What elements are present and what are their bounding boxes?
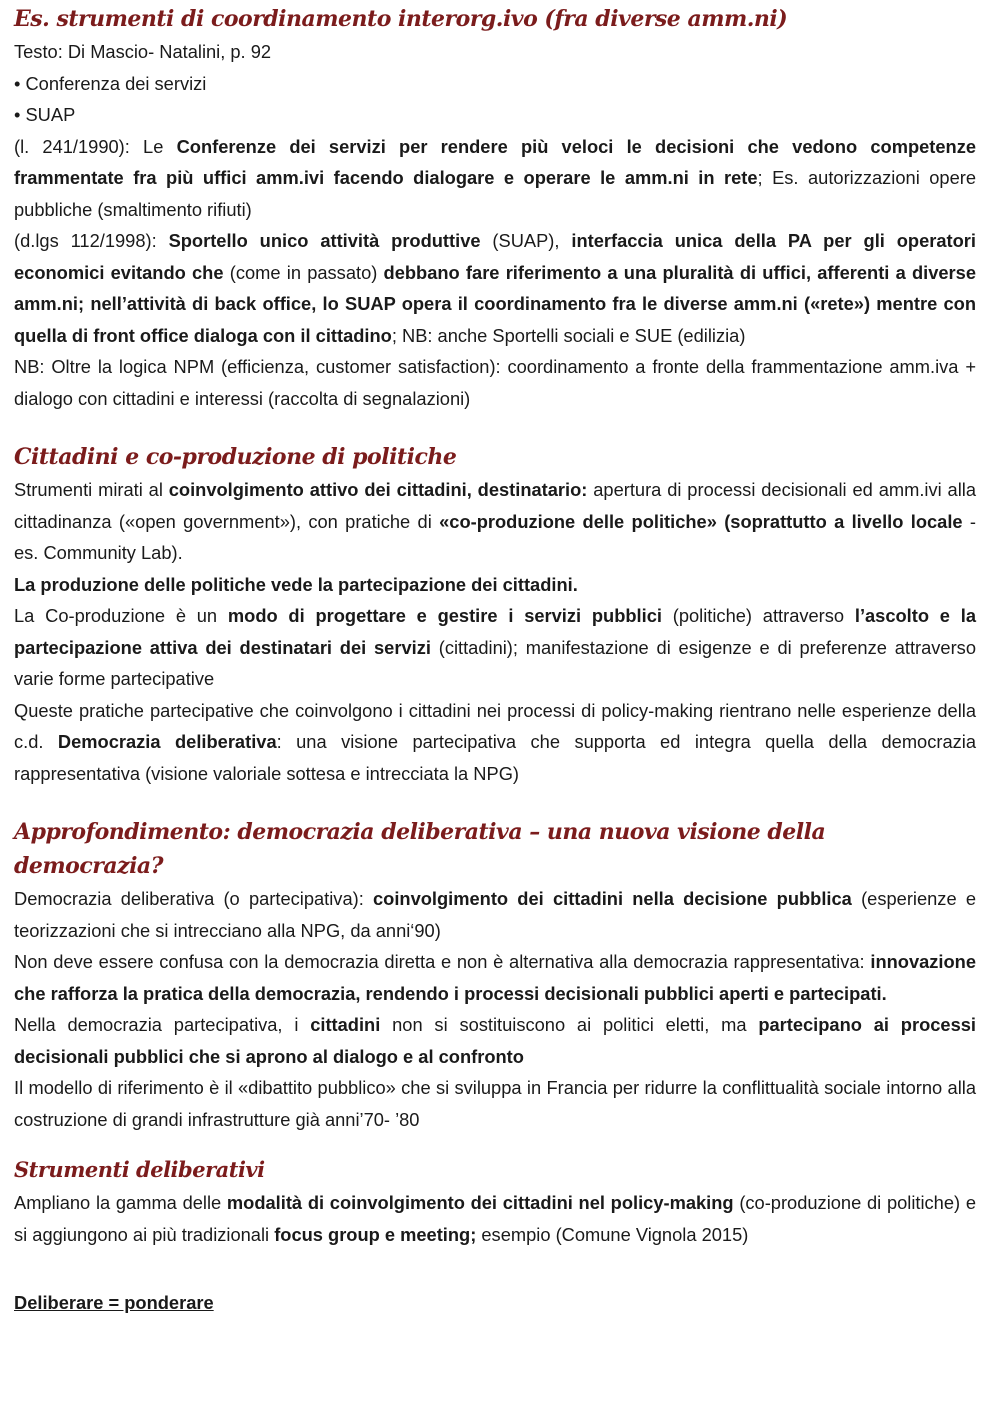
paragraph-coproduzione: La Co-produzione è un modo di progettare e gestire i servizi pubblici (politiche) attraverso l’ascolto e la partecipazione attiva dei destinatari dei servizi (cittadini); manifestazione di esigenze e di preferenze attraverso varie forme partecipative xyxy=(14,605,976,689)
section-title-coproduction: Cittadini e co-produzione di politiche xyxy=(14,444,457,470)
bullet-item: • Conferenza dei servizi xyxy=(14,72,207,94)
paragraph-ampliano: Ampliano la gamma delle modalità di coinvolgimento dei cittadini nel policy-making (co-produzione di politiche) e si aggiungono ai più tradizionali focus group e meeting; esempio (Comune Vignola 2015) xyxy=(14,1192,976,1245)
section-title-coordination: Es. strumenti di coordinamento interorg.ivo (fra diverse amm.ni) xyxy=(14,6,788,32)
section-title-deliberative-democracy: Approfondimento: democrazia deliberativa – una nuova visione della democrazia? xyxy=(14,819,826,879)
paragraph-nb: NB: Oltre la logica NPM (efficienza, customer satisfaction): coordinamento a fronte della frammentazione amm.iva + dialogo con cittadini e interessi (raccolta di segnalazioni) xyxy=(14,356,976,409)
paragraph-conferenza: (l. 241/1990): Le Conferenze dei servizi per rendere più veloci le decisioni che vedono competenze frammentate fra più uffici amm.ivi facendo dialogare e operare le amm.ni in rete; Es. autorizzazioni opere pubbliche (smaltimento rifiuti) xyxy=(14,135,977,220)
section-title-deliberative-tools: Strumenti deliberativi xyxy=(14,1157,265,1182)
paragraph-bold-statement: La produzione delle politiche vede la partecipazione dei cittadini. xyxy=(14,573,578,595)
paragraph-modello: Il modello di riferimento è il «dibattito pubblico» che si sviluppa in Francia per ridurre la conflittualità sociale intorno alla costruzione di grandi infrastrutture già anni’70- ’80 xyxy=(14,1077,976,1130)
paragraph-democrazia-partecipativa: Nella democrazia partecipativa, i cittadini non si sostituiscono ai politici eletti, ma partecipano ai processi decisionali pubblici che si aprono al dialogo e al confronto xyxy=(14,1014,976,1067)
paragraph-suap: (d.lgs 112/1998): Sportello unico attività produttive (SUAP), interfaccia unica della PA per gli operatori economici evitando che (come in passato) debbano fare riferimento a una pluralità di uffici, afferenti a diverse amm.ni; nell’attività di back office, lo SUAP opera il coordinamento fra le diverse amm.ni («rete») mentre con quella di front office dialoga con il cittadino; NB: anche Sportelli sociali e SUE (edilizia) xyxy=(14,230,977,346)
paragraph-definizione: Democrazia deliberativa (o partecipativa): coinvolgimento dei cittadini nella decisione pubblica (esperienze e teorizzazioni che si intrecciano alla NPG, da anni‘90) xyxy=(14,888,976,941)
paragraph-non-confusa: Non deve essere confusa con la democrazia diretta e non è alternativa alla democrazia rappresentativa: innovazione che rafforza la pratica della democrazia, rendendo i processi decisionali pubblici aperti e partecipati. xyxy=(14,951,976,1004)
bullet-item: • SUAP xyxy=(14,104,76,125)
paragraph-strumenti-mirati: Strumenti mirati al coinvolgimento attivo dei cittadini, destinatario: apertura di processi decisionali ed amm.ivi alla cittadinanza («open government»), con pratiche di «co-produzione delle politiche» (soprattutto a livello locale - es. Community Lab). xyxy=(14,479,977,563)
source-text: Testo: Di Mascio- Natalini, p. 92 xyxy=(14,41,272,62)
footer-heading: Deliberare = ponderare xyxy=(14,1292,214,1313)
paragraph-pratiche: Queste pratiche partecipative che coinvolgono i cittadini nei processi di policy-making rientrano nelle esperienze della c.d. Democrazia deliberativa: una visione partecipativa che supporta ed integra quella della democrazia rappresentativa (visione valoriale sottesa e intrecciata la NPG) xyxy=(14,699,976,784)
